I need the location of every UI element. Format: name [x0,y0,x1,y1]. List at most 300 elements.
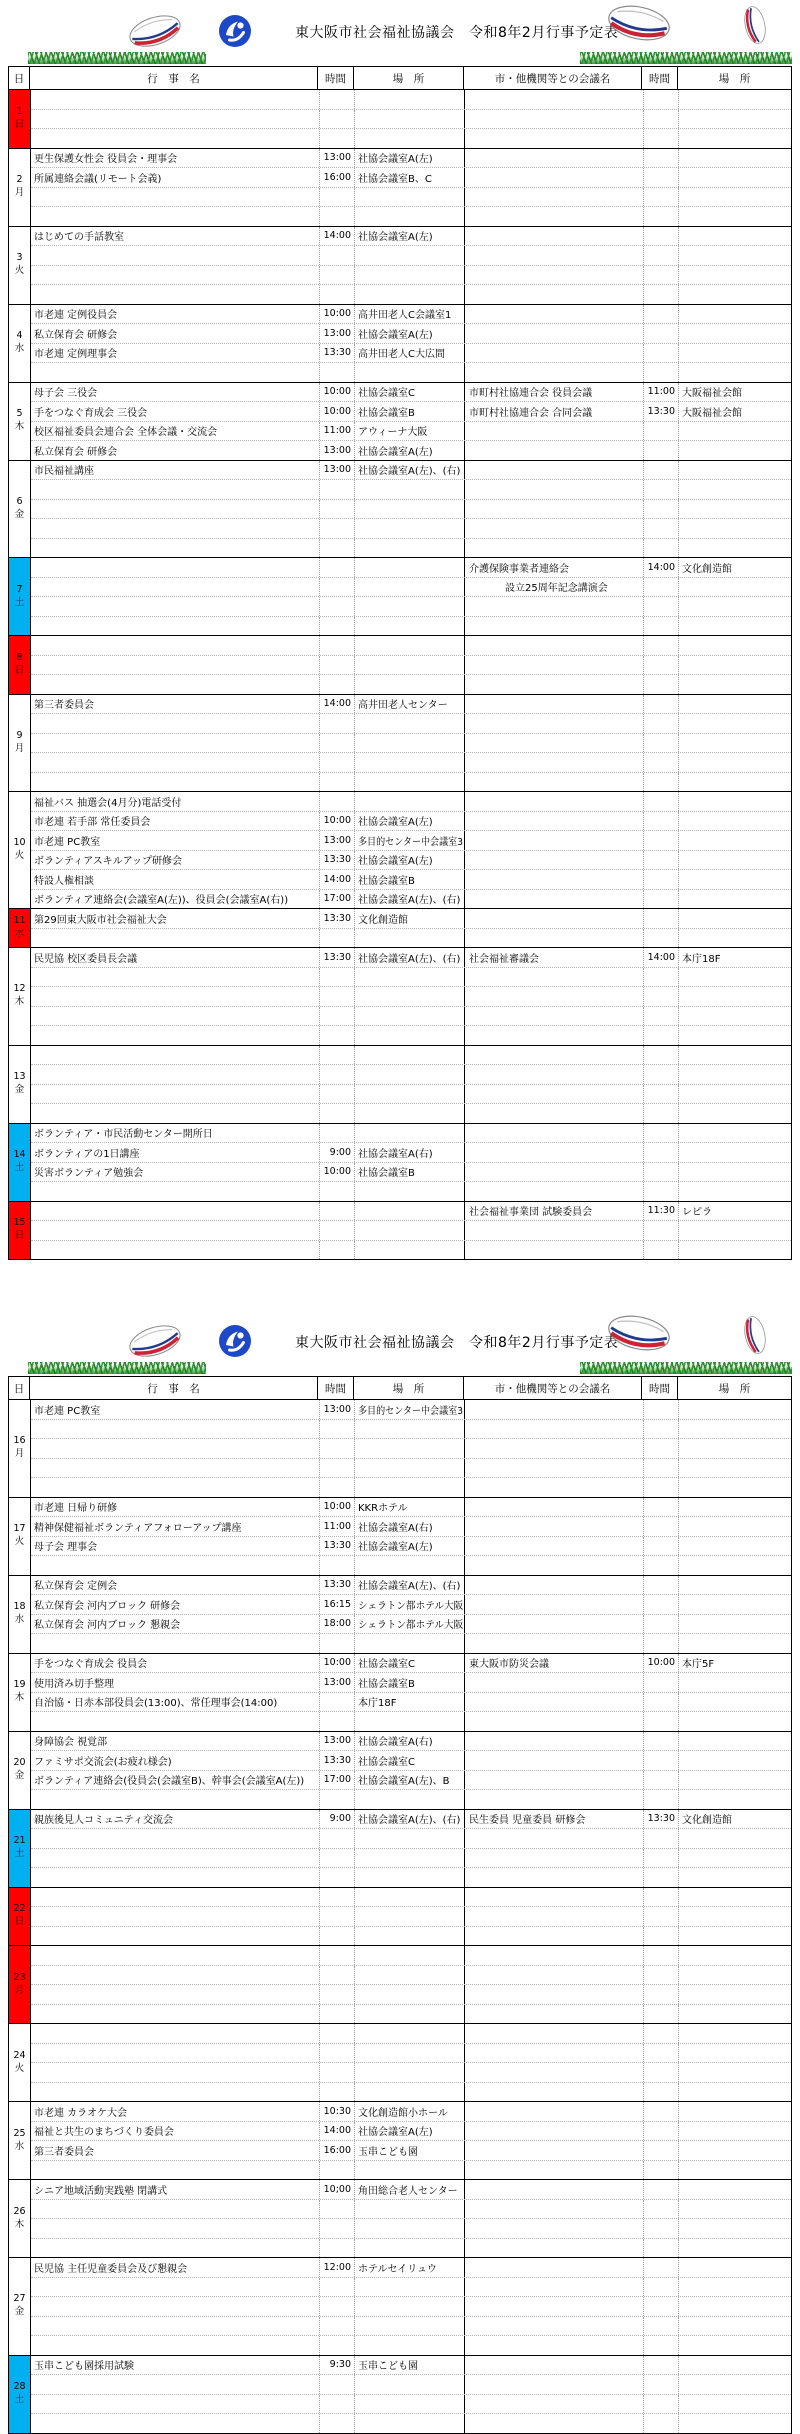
meeting-time: 14:00 [643,948,679,967]
event-name [31,2317,319,2336]
shakyo-logo-icon [218,1324,252,1358]
day-row-12 [9,947,791,1045]
event-time [319,2317,355,2336]
event-time [319,1182,355,1201]
meeting-name [465,2141,643,2160]
schedule-line [31,1143,791,1163]
event-place [355,578,465,597]
event-place [355,480,465,499]
meeting-time [643,2200,679,2219]
day-weekday: 水 [14,1614,25,1625]
event-time [319,285,355,304]
meeting-name [465,1104,643,1123]
meeting-time [643,90,679,109]
event-time [319,987,355,1006]
meeting-name [465,1595,643,1614]
meeting-place [679,266,791,285]
meeting-time [643,324,679,343]
schedule-line [31,1517,791,1537]
meeting-name [465,2122,643,2141]
meeting-name [465,656,643,675]
schedule-line [31,1673,791,1693]
event-place [355,1202,465,1221]
meeting-name: 社会福祉審議会 [469,953,539,965]
meeting-time [643,207,679,226]
event-time [319,2219,355,2238]
meeting-time [643,987,679,1006]
meeting-time [643,1595,679,1614]
event-name [31,1065,319,1084]
schedule-line [31,519,791,539]
event-time [319,2044,355,2063]
meeting-place [679,578,791,597]
event-place [355,1221,465,1240]
event-time [319,617,355,636]
meeting-place [679,870,791,889]
day-row-17 [9,1497,791,1575]
meeting-name [465,2239,643,2258]
event-name [31,1888,319,1907]
event-place: 社協会議室A(左) [355,149,465,168]
event-name: はじめての手話教室 [34,232,124,244]
event-name [31,2219,319,2238]
event-place: シェラトン都ホテル大阪 [355,1615,465,1634]
meeting-place [679,2200,791,2219]
meeting-time [643,714,679,733]
day-lines [31,636,791,694]
event-name: ボランティア・市民活動センター開所日 [34,1129,213,1141]
meeting-time [643,1104,679,1123]
meeting-name [465,734,643,753]
event-name [31,1085,319,1104]
day-row-2 [9,148,791,226]
event-place: 社協会議室B [355,1673,465,1692]
schedule-line [31,129,791,148]
meeting-time [643,1124,679,1143]
meeting-name [465,2083,643,2102]
day-row-9 [9,694,791,792]
schedule-line [31,1498,791,1518]
meeting-name [465,1673,643,1692]
event-time [319,714,355,733]
day-cell [9,461,31,558]
schedule-table [8,1376,792,2434]
meeting-time [643,1790,679,1809]
day-weekday: 金 [14,508,25,520]
meeting-name [465,1829,643,1848]
rugby-ball-icon [740,1314,769,1357]
event-name: 私立保育会 研修会 [34,329,118,341]
event-name: 災害ボランティア勉強会 [34,1168,144,1180]
event-time [319,363,355,382]
day-cell [9,1946,31,2023]
meeting-name [465,714,643,733]
day-weekday: 日 [14,1230,25,1242]
event-place: 社協会議室A(右) [355,1732,465,1751]
schedule-line [31,2180,791,2200]
event-time: 16:00 [319,168,355,187]
meeting-place [679,2258,791,2277]
day-row-21 [9,1809,791,1887]
event-time [319,266,355,285]
meeting-time [643,1829,679,1848]
meeting-name [465,188,643,207]
event-place [355,1849,465,1868]
schedule-line [31,1946,791,1966]
meeting-name [465,1771,643,1790]
meeting-time [643,1498,679,1517]
meeting-name: 設立25周年記念講演会 [505,583,608,595]
event-place [355,363,465,382]
schedule-line [31,1065,791,1085]
meeting-place [679,1985,791,2004]
schedule-line [31,90,791,110]
schedule-line [31,1202,791,1222]
event-time: 13:30 [319,948,355,967]
meeting-time [643,2044,679,2063]
meeting-name [465,246,643,265]
schedule-line [31,1576,791,1596]
event-name: 民児協 主任児童委員会及び懇親会 [34,2263,188,2275]
event-place [355,1046,465,1065]
meeting-name [465,207,643,226]
event-place [355,1459,465,1478]
meeting-name [465,2102,643,2121]
event-place [355,266,465,285]
meeting-name [465,1790,643,1809]
schedule-line [31,246,791,266]
meeting-time: 13:30 [643,1810,679,1829]
meeting-place [679,441,791,460]
event-time: 17:00 [319,890,355,909]
event-place: 社協会議室A(左)、(右) [355,1576,465,1595]
meeting-place [679,2141,791,2160]
meeting-name [465,753,643,772]
meeting-name [465,266,643,285]
day-lines [31,2356,791,2433]
schedule-line [31,968,791,988]
meeting-place [679,2317,791,2336]
event-name [31,675,319,694]
col-header-place2: 場 所 [718,72,751,85]
event-time [319,246,355,265]
event-name [31,734,319,753]
event-time [319,1202,355,1221]
schedule-line [31,402,791,422]
event-time: 17:00 [319,1771,355,1790]
meeting-place [679,461,791,480]
schedule-line [31,383,791,403]
event-place: 文化創造館 [355,909,465,928]
day-number: 7 [16,583,23,595]
meeting-time [643,1420,679,1439]
meeting-time [643,2336,679,2355]
meeting-place [679,129,791,148]
event-time [319,1420,355,1439]
event-time [319,1124,355,1143]
meeting-place [679,1849,791,1868]
meeting-time [643,461,679,480]
day-lines [31,909,791,947]
meeting-place [679,1478,791,1497]
day-lines [31,1124,791,1201]
event-name [31,1420,319,1439]
event-name [31,656,319,675]
day-lines [31,461,791,558]
event-time [319,636,355,655]
schedule-line [31,1537,791,1557]
event-place: 社協会議室A(左) [355,2122,465,2141]
event-name [31,1007,319,1026]
meeting-name [465,1459,643,1478]
event-time: 9:30 [319,2356,355,2375]
meeting-time [643,2219,679,2238]
event-name [31,246,319,265]
schedule-line [31,734,791,754]
meeting-name [465,792,643,811]
event-name [31,2278,319,2297]
event-place [355,1556,465,1575]
event-place [355,2200,465,2219]
event-place [355,1439,465,1458]
meeting-time [643,2102,679,2121]
meeting-time [643,1946,679,1965]
event-place [355,1420,465,1439]
event-time: 10:00 [319,1654,355,1673]
meeting-time [643,1673,679,1692]
event-place: 社協会議室A(左) [355,227,465,246]
event-time [319,1556,355,1575]
meeting-name [465,2024,643,2043]
col-header-meeting: 市・他機関等との会議名 [464,67,642,89]
event-name [31,1182,319,1201]
event-name [31,539,319,558]
event-place [355,110,465,129]
meeting-name [465,987,643,1006]
page-title: 東大阪市社会福祉協議会 令和8年2月行事予定表 [295,1335,619,1351]
event-time [319,2024,355,2043]
event-place: 社協会議室B [355,870,465,889]
meeting-time [643,1163,679,1182]
meeting-time [643,266,679,285]
day-weekday: 火 [14,850,25,861]
meeting-name [465,2395,643,2414]
event-name [31,1556,319,1575]
schedule-line [31,1182,791,1201]
schedule-line [31,2161,791,2180]
event-time [319,480,355,499]
meeting-time [643,110,679,129]
schedule-line [31,695,791,715]
meeting-name [465,168,643,187]
page-header [0,1318,800,1376]
event-time: 14:00 [319,227,355,246]
meeting-place [679,1790,791,1809]
event-name: ファミサポ交流会(お疲れ様会) [34,1756,172,1768]
day-lines [31,1654,791,1731]
event-place [355,1829,465,1848]
event-name [31,1459,319,1478]
page-title: 東大阪市社会福祉協議会 令和8年2月行事予定表 [295,25,619,41]
meeting-time [643,1751,679,1770]
event-name: 民児協 校区委員長会議 [34,953,138,965]
event-name [31,2336,319,2355]
event-name [31,773,319,792]
meeting-place [679,2083,791,2102]
schedule-line [31,266,791,286]
col-header-day: 日 [9,67,30,89]
meeting-time [643,1182,679,1201]
event-time [319,734,355,753]
event-time: 12:00 [319,2258,355,2277]
day-cell [9,1576,31,1653]
meeting-place [679,1712,791,1731]
event-place [355,968,465,987]
event-name: 私立保育会 河内ブロック 研修会 [34,1600,181,1612]
event-name [31,1907,319,1926]
meeting-name [465,1241,643,1260]
event-time [319,1693,355,1712]
meeting-time [643,1576,679,1595]
event-place [355,1182,465,1201]
event-place [355,1634,465,1653]
schedule-line [31,890,791,909]
meeting-time [643,636,679,655]
schedule-line [31,363,791,382]
event-name: 所属連絡会議(リモート会義) [34,173,162,185]
event-place [355,1007,465,1026]
event-time [319,207,355,226]
meeting-time [643,1615,679,1634]
meeting-time [643,1732,679,1751]
meeting-time [643,1478,679,1497]
meeting-name [465,1439,643,1458]
event-place: 高井田老人センター [355,695,465,714]
meeting-place [679,207,791,226]
schedule-line [31,558,791,578]
meeting-place [679,1556,791,1575]
meeting-place [679,188,791,207]
event-time: 13:30 [319,909,355,928]
event-time [319,773,355,792]
schedule-line [31,909,791,929]
schedule-line [31,441,791,460]
meeting-place [679,1163,791,1182]
event-name: 私立保育会 河内ブロック 懇親会 [34,1620,181,1632]
event-place [355,2375,465,2394]
meeting-name [465,851,643,870]
event-time [319,1712,355,1731]
day-cell [9,558,31,635]
event-time: 10:00 [319,305,355,324]
meeting-time: 11:30 [643,1202,679,1221]
schedule-line [31,2414,791,2433]
meeting-time [643,500,679,519]
event-time: 16:15 [319,1595,355,1614]
meeting-time [643,2063,679,2082]
event-name: 校区福祉委員会連合会 全体会議・交流会 [34,427,218,439]
meeting-place [679,1732,791,1751]
event-time: 10:00 [319,383,355,402]
meeting-place [679,1104,791,1123]
schedule-line [31,987,791,1007]
meeting-place [679,1537,791,1556]
event-name [31,2044,319,2063]
day-cell [9,2356,31,2433]
meeting-time [643,1400,679,1419]
event-place: 社協会議室A(左) [355,441,465,460]
col-header-time: 時間 [318,67,354,89]
meeting-time [643,695,679,714]
event-place [355,2063,465,2082]
schedule-line [31,1712,791,1731]
event-place [355,2005,465,2024]
day-number: 8 [16,651,23,663]
event-place [355,2239,465,2258]
event-time [319,1459,355,1478]
day-weekday: 木 [14,1692,25,1703]
meeting-time [643,149,679,168]
event-name [31,1026,319,1045]
event-place [355,929,465,948]
schedule-line [31,1966,791,1986]
day-lines [31,1202,791,1260]
event-place: 高井田老人C会議室1 [355,305,465,324]
meeting-place [679,1420,791,1439]
meeting-time [643,1966,679,1985]
event-place [355,207,465,226]
event-place [355,1790,465,1809]
schedule-line [31,1104,791,1123]
meeting-time [643,1712,679,1731]
schedule-line [31,2083,791,2102]
meeting-name [465,929,643,948]
event-name [31,2083,319,2102]
event-place [355,558,465,577]
event-time: 13:30 [319,344,355,363]
day-number: 6 [16,495,23,507]
event-time [319,1907,355,1926]
event-time: 10:00 [319,812,355,831]
schedule-line [31,2336,791,2355]
event-place [355,2317,465,2336]
meeting-place: レピラ [682,1207,712,1219]
day-lines [31,90,791,148]
event-name [31,753,319,772]
schedule-line [31,1163,791,1183]
day-weekday: 金 [14,2306,25,2318]
event-place [355,2161,465,2180]
event-name [31,480,319,499]
day-number: 11 [13,915,26,927]
meeting-time [643,1907,679,1926]
meeting-time [643,1026,679,1045]
event-name [31,110,319,129]
event-name: 自治協・日赤本部役員会(13:00)、常任理事会(14:00) [34,1698,278,1710]
meeting-place [679,851,791,870]
event-place [355,1124,465,1143]
event-time [319,500,355,519]
event-time [319,1439,355,1458]
schedule-line [31,1026,791,1045]
meeting-name [465,636,643,655]
event-name [31,2200,319,2219]
meeting-name [465,363,643,382]
meeting-place [679,2005,791,2024]
day-cell [9,2102,31,2179]
schedule-line [31,1771,791,1791]
day-number: 20 [13,1757,26,1769]
